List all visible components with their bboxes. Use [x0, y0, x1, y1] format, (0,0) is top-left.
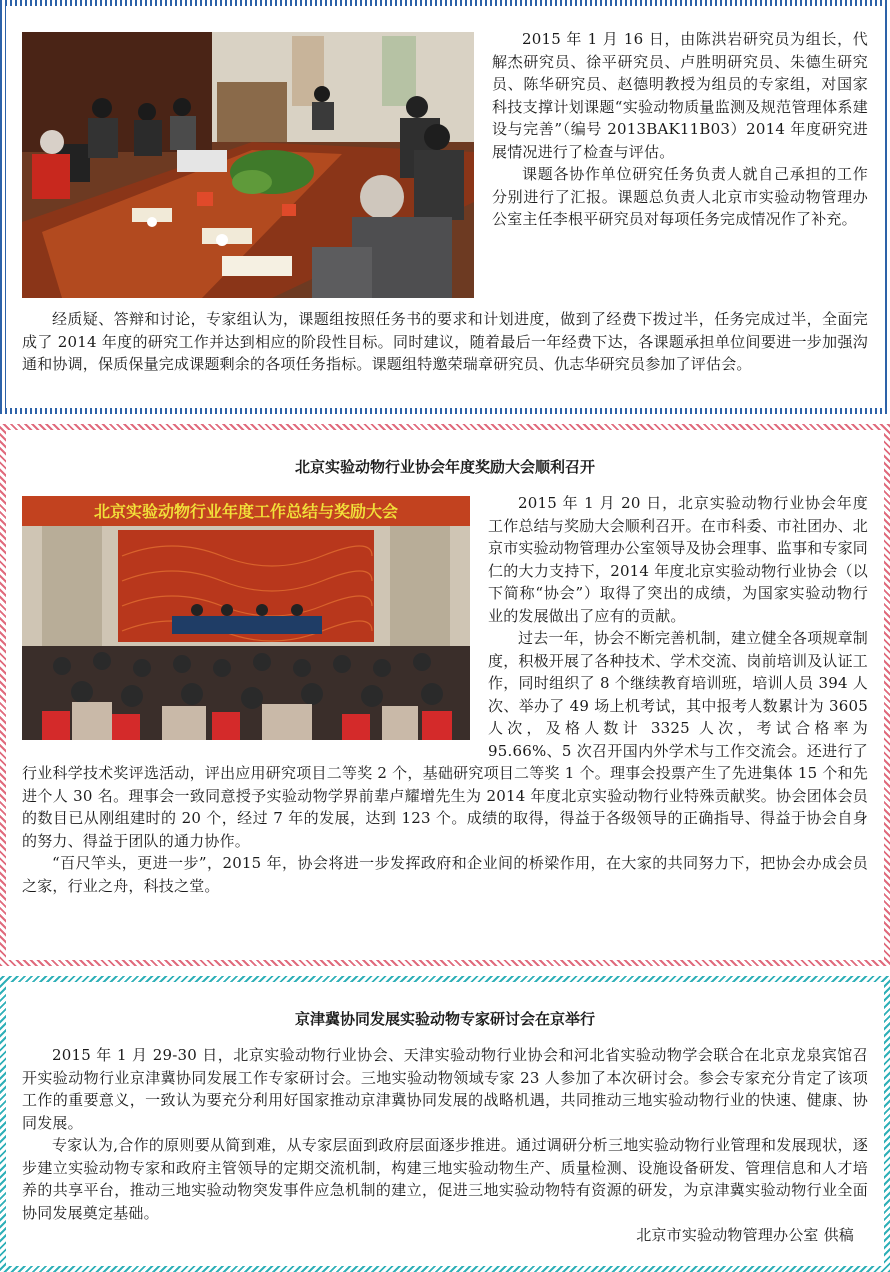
- meeting-review-photo: [22, 32, 474, 298]
- award-meeting-paragraph-2: 过去一年，协会不断完善机制，建立健全各项规章制度，积极开展了各种技术、学术交流、岗前培训及认证工作，同时组织了 8 个继续教育培训班，培训人员 394 人次、举办了 49 场上机考试，其中报考人数累计为 3605 人次，及格人数计 3325 人次，考试合格率为 95.66%、5 次召开国内外学术与工作交流会。还进行了行业科学技术奖评选活动，评出应用研究项目二等奖 2 个，基础研究项目二等奖 1 个。理事会投票产生了先进集体 15 个和先进个人 30 名。理事会一致同意授予实验动物学界前辈卢耀增先生为 2014 年度北京实验动物行业特殊贡献奖。协会团体会员的数目已从刚组建时的 20 个，经过 7 年的发展，达到 123 个。成绩的取得，得益于各级领导的正确指导、得益于协会自身的努力、得益于团队的通力协作。: [22, 629, 869, 850]
- award-meeting-banner-text: 北京实验动物行业年度工作总结与奖励大会: [93, 502, 399, 521]
- jingjinji-seminar-panel: [0, 976, 890, 1272]
- meeting-review-paragraph-2: 课题各协作单位研究任务负责人就自己承担的工作分别进行了汇报。课题总负责人北京市实验动物管理办公室主任李根平研究员对每项任务完成情况作了补充。: [492, 165, 868, 228]
- jingjinji-seminar-content: [6, 982, 884, 1266]
- award-meeting-paragraph-1: 2015 年 1 月 20 日，北京实验动物行业协会年度工作总结与奖励大会顺利召开。在市科委、市社团办、北京市实验动物管理办公室领导及协会理事、监事和专家同仁的大力支持下，2014 年度北京实验动物行业协会（以下简称“协会”）取得了突出的成绩，为国家实验动物行业的发展做出了应有的贡献。: [488, 494, 869, 625]
- award-meeting-panel: [0, 424, 890, 966]
- jingjinji-seminar-signature: 北京市实验动物管理办公室 供稿: [636, 1226, 854, 1244]
- award-meeting-content: [6, 430, 884, 960]
- jingjinji-seminar-paragraph-1: 2015 年 1 月 29-30 日，北京实验动物行业协会、天津实验动物行业协会和河北省实验动物学会联合在北京龙泉宾馆召开实验动物行业京津冀协同发展工作专家研讨会。三地实验动物领域专家 23 人参加了本次研讨会。参会专家充分肯定了该项工作的重要意义，一致认为要充分利用好国家推动京津冀协同发展的战略机遇，共同推动三地实验动物行业的快速、健康、协同发展。: [22, 1046, 868, 1132]
- meeting-review-panel: [0, 0, 890, 414]
- award-meeting-photo: [22, 496, 470, 740]
- jingjinji-seminar-paragraph-2: 专家认为,合作的原则要从简到难，从专家层面到政府层面逐步推进。通过调研分析三地实验动物行业管理和发展现状，逐步建立实验动物专家和政府主管领导的定期交流机制，构建三地实验动物生产、质量检测、设施设备研发、管理信息和人才培养的共享平台，推动三地实验动物突发事件应急机制的建立，促进三地实验动物特有资源的研发，为京津冀实验动物行业全面协同发展奠定基础。: [22, 1136, 868, 1222]
- award-meeting-paragraph-3: “百尺竿头，更进一步”，2015 年，协会将进一步发挥政府和企业间的桥梁作用，在大家的共同努力下，把协会办成会员之家，行业之舟，科技之堂。: [22, 854, 868, 895]
- award-meeting-title: 北京实验动物行业协会年度奖励大会顺利召开: [294, 458, 595, 476]
- jingjinji-seminar-title: 京津冀协同发展实验动物专家研讨会在京举行: [294, 1010, 595, 1028]
- meeting-review-paragraph-3: 经质疑、答辩和讨论，专家组认为，课题组按照任务书的要求和计划进度，做到了经费下拨过半，任务完成过半，全面完成了 2014 年度的研究工作并达到相应的阶段性目标。同时建议，随着最后一年经费下达，各课题承担单位间要进一步加强沟通和协调，保质保量完成课题剩余的各项任务指标。课题组特邀荣瑞章研究员、仇志华研究员参加了评估会。: [22, 310, 868, 373]
- meeting-review-content: [6, 6, 884, 408]
- meeting-review-paragraph-1: 2015 年 1 月 16 日，由陈洪岩研究员为组长，代解杰研究员、徐平研究员、卢胜明研究员、朱德生研究员、陈华研究员、赵德明教授为组员的专家组，对国家科技支撑计划课题“实验动物质量监测及规范管理体系建设与完善”（编号 2013BAK11B03）2014 年度研究进展情况进行了检查与评估。: [492, 30, 868, 161]
